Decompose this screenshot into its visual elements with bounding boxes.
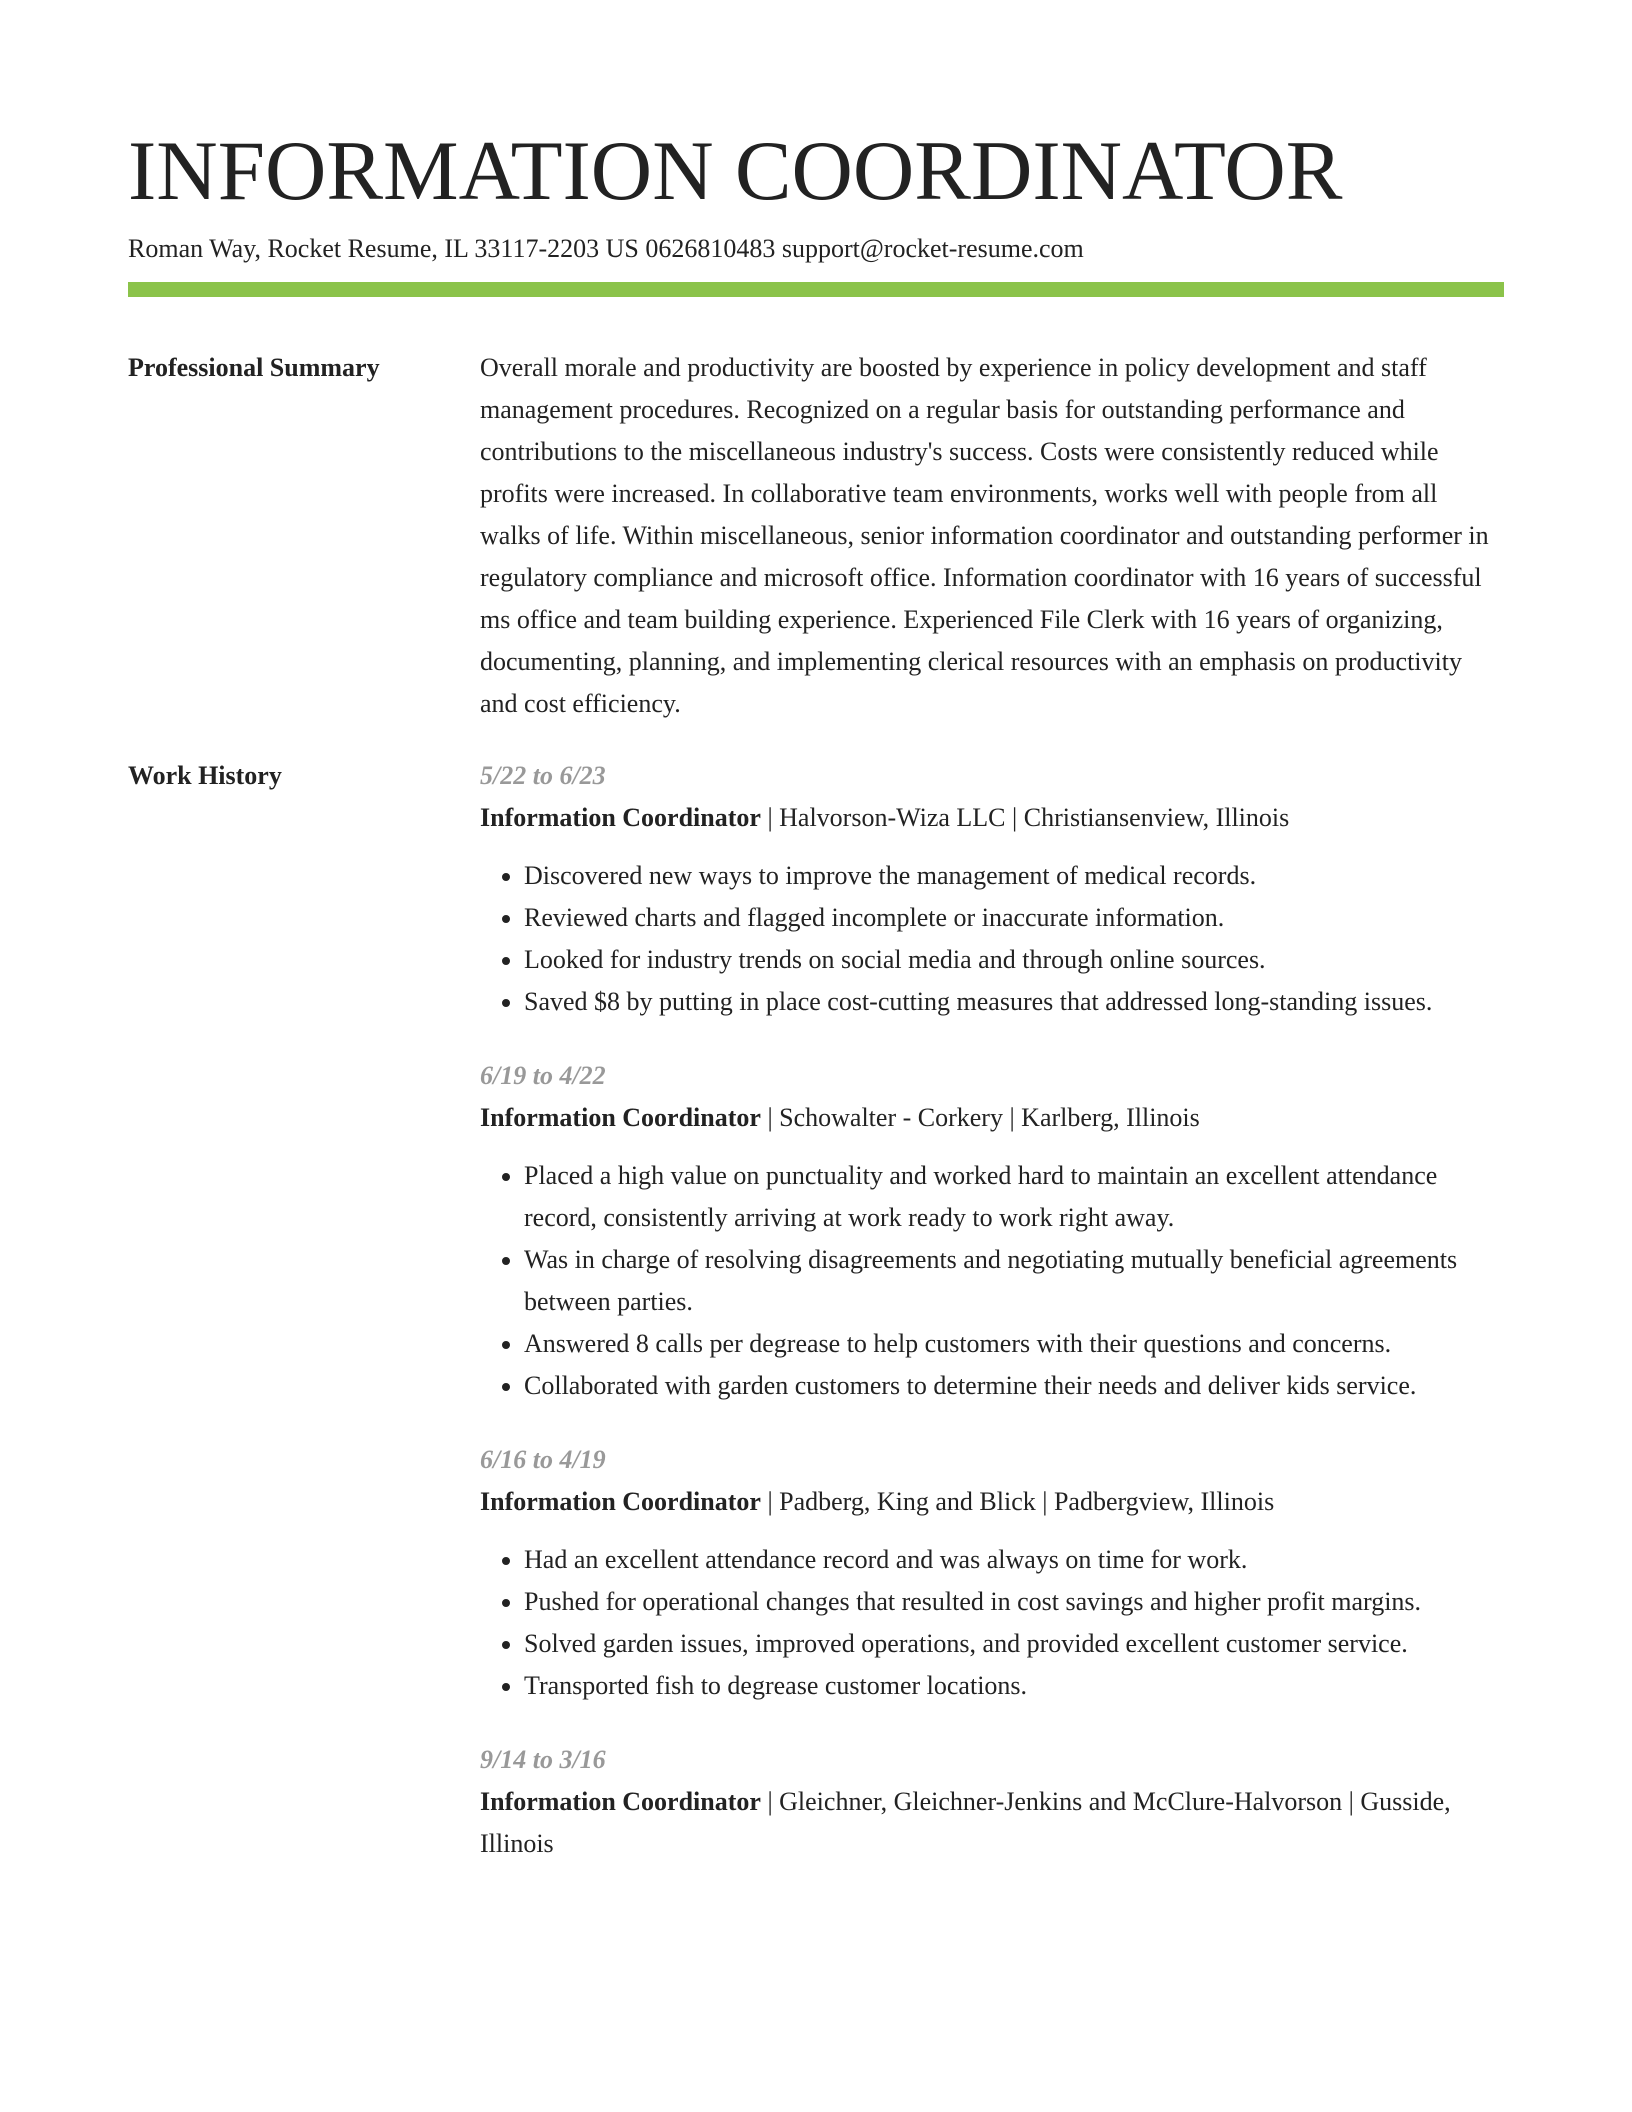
- job-heading: [480, 1481, 1504, 1523]
- job-employer-location: | Padberg, King and Blick | Padbergview, Illinois: [760, 1487, 1275, 1516]
- work-history-section: [128, 755, 1504, 1897]
- job-title: Information Coordinator: [480, 1103, 761, 1132]
- job-bullet: • Pushed for operational changes that resulted in cost savings and higher profit margins.: [524, 1581, 1504, 1623]
- job-bullet: • Answered 8 calls per degrease to help customers with their questions and concerns.: [524, 1323, 1504, 1365]
- job-entry: [480, 1055, 1504, 1407]
- summary-section: [128, 347, 1504, 725]
- job-bullet: • Discovered new ways to improve the management of medical records.: [524, 855, 1504, 897]
- job-heading: [480, 797, 1504, 839]
- work-history-label: Work History: [128, 761, 282, 790]
- job-bullet: • Placed a high value on punctuality and worked hard to maintain an excellent attendance record, consistently arriving at work ready to work right away.: [524, 1155, 1504, 1239]
- accent-divider: [128, 282, 1504, 297]
- contact-info: Roman Way, Rocket Resume, IL 33117-2203 US 0626810483 support@rocket-resume.com: [128, 234, 1084, 263]
- job-bullet: • Looked for industry trends on social media and through online sources.: [524, 939, 1504, 981]
- job-bullet: • Reviewed charts and flagged incomplete or inaccurate information.: [524, 897, 1504, 939]
- summary-body: [480, 347, 1504, 725]
- summary-label: Professional Summary: [128, 353, 380, 382]
- job-dates: 9/14 to 3/16: [480, 1745, 606, 1774]
- job-entry: [480, 1739, 1504, 1865]
- job-employer-location: | Gleichner, Gleichner-Jenkins and McClure-Halvorson | Gusside, Illinois: [480, 1787, 1451, 1858]
- job-bullet: • Collaborated with garden customers to determine their needs and deliver kids service.: [524, 1365, 1504, 1407]
- job-title: Information Coordinator: [480, 803, 761, 832]
- summary-text: Overall morale and productivity are boosted by experience in policy development and staff management procedures. Recognized on a regular basis for outstanding performance and contributions to the miscellaneous industry's success. Costs were consistently reduced while profits were increased. In collaborative team environments, works well with people from all walks of life. Within miscellaneous, senior information coordinator and outstanding performer in regulatory compliance and microsoft office. Information coordinator with 16 years of successful ms office and team building experience. Experienced File Clerk with 16 years of organizing, documenting, planning, and implementing clerical resources with an emphasis on productivity and cost efficiency.: [480, 353, 1489, 718]
- job-heading: [480, 1097, 1504, 1139]
- job-employer-location: | Halvorson-Wiza LLC | Christiansenview, Illinois: [760, 803, 1290, 832]
- job-title: Information Coordinator: [480, 1787, 761, 1816]
- job-bullet: • Had an excellent attendance record and was always on time for work.: [524, 1539, 1504, 1581]
- job-entry: [480, 755, 1504, 1023]
- job-heading: [480, 1781, 1504, 1865]
- job-dates: 5/22 to 6/23: [480, 761, 606, 790]
- job-dates: 6/16 to 4/19: [480, 1445, 606, 1474]
- job-bullet-list: [480, 1155, 1504, 1407]
- resume-name-heading: INFORMATION COORDINATOR: [128, 124, 1343, 218]
- job-title: Information Coordinator: [480, 1487, 761, 1516]
- job-entry: [480, 1439, 1504, 1707]
- job-bullet: • Saved $8 by putting in place cost-cutting measures that addressed long-standing issues.: [524, 981, 1504, 1023]
- job-bullet: • Was in charge of resolving disagreements and negotiating mutually beneficial agreements between parties.: [524, 1239, 1504, 1323]
- job-employer-location: | Schowalter - Corkery | Karlberg, Illinois: [760, 1103, 1200, 1132]
- job-bullet-list: [480, 855, 1504, 1023]
- job-bullet: • Solved garden issues, improved operations, and provided excellent customer service.: [524, 1623, 1504, 1665]
- job-bullet: • Transported fish to degrease customer locations.: [524, 1665, 1504, 1707]
- resume-page: [128, 0, 1504, 1897]
- work-history-body: [480, 755, 1504, 1897]
- job-dates: 6/19 to 4/22: [480, 1061, 606, 1090]
- job-bullet-list: [480, 1539, 1504, 1707]
